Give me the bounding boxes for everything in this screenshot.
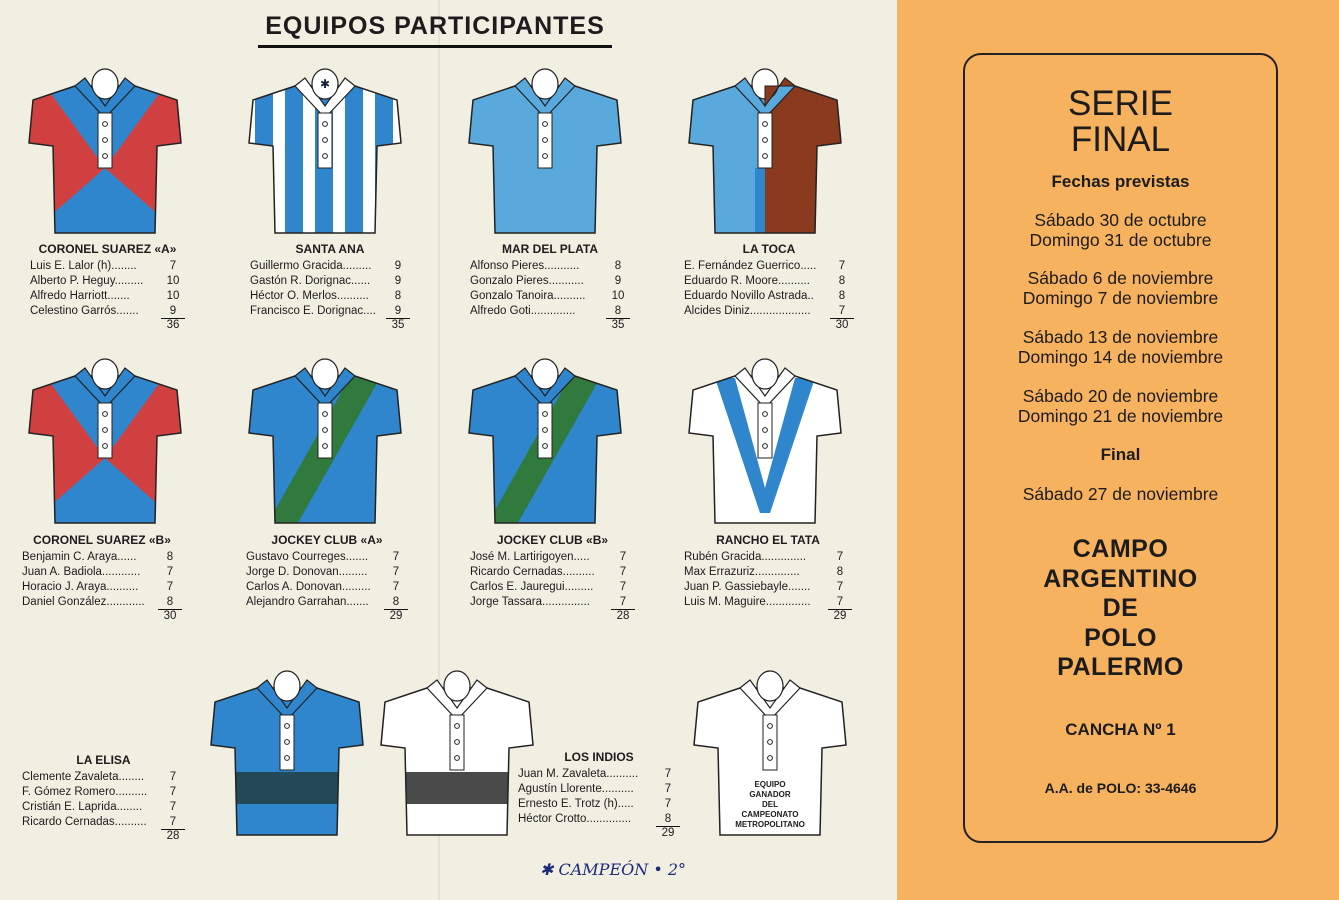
player-row (30, 259, 185, 274)
player-row (518, 782, 680, 797)
date-4a: Sábado 20 de noviembre (1022, 386, 1219, 406)
player-handicap: 8 (166, 551, 174, 563)
final-label: Final (1100, 445, 1141, 464)
team-name: JOCKEY CLUB «A» (271, 533, 383, 547)
player-name: Gastón R. Dorignac...... (250, 275, 371, 287)
serie-title-line1: SERIE (1067, 84, 1174, 123)
team-total-row (250, 319, 410, 331)
venue-line2: ARGENTINO (1043, 565, 1198, 593)
team-name: SANTA ANA (295, 242, 365, 256)
phone-number: A.A. de POLO: 33-4646 (1044, 780, 1197, 796)
player-name: Juan P. Gassiebayle....... (684, 581, 811, 593)
player-name: Cristián E. Laprida........ (22, 801, 143, 813)
player-handicap: 8 (614, 260, 622, 272)
team-name: LA ELISA (76, 753, 131, 767)
player-handicap: 7 (828, 595, 852, 610)
team-total: 35 (611, 319, 625, 331)
team-total-row (246, 610, 408, 622)
team-name: LA TOCA (742, 242, 796, 256)
roster-rancho-el-tata (684, 533, 852, 622)
team-name: CORONEL SUAREZ «A» (38, 242, 177, 256)
player-handicap: 8 (656, 812, 680, 827)
team-total-row (22, 610, 182, 622)
team-total: 29 (661, 827, 675, 839)
player-row (684, 580, 852, 595)
roster-coronel-suarez-a (30, 242, 185, 331)
team-name: JOCKEY CLUB «B» (496, 533, 609, 547)
player-row (250, 304, 410, 319)
team-name: CORONEL SUAREZ «B» (33, 533, 171, 547)
team-total: 28 (616, 610, 630, 622)
player-name: Ricardo Cernadas.......... (22, 816, 147, 828)
player-handicap: 7 (392, 566, 400, 578)
player-row (246, 595, 408, 610)
player-handicap: 7 (166, 566, 174, 578)
venue-line4: POLO (1084, 624, 1157, 652)
date-4b: Domingo 21 de noviembre (1017, 406, 1224, 426)
date-3a: Sábado 13 de noviembre (1022, 327, 1219, 347)
svg-text:✱: ✱ (319, 77, 331, 91)
player-handicap: 8 (158, 595, 182, 610)
player-row (470, 565, 635, 580)
player-row (22, 580, 182, 595)
team-total-row (22, 830, 185, 842)
player-row (22, 800, 185, 815)
player-row (246, 550, 408, 565)
final-date: Sábado 27 de noviembre (1022, 484, 1219, 504)
venue-line3: DE (1102, 594, 1139, 622)
jersey-rancho-el-tata (685, 348, 845, 533)
player-handicap: 8 (838, 290, 846, 302)
jersey-coronel-suarez-a (25, 58, 185, 243)
player-row (30, 304, 185, 319)
player-handicap: 8 (606, 304, 630, 319)
player-handicap: 7 (619, 551, 627, 563)
player-name: Alfredo Goti.............. (470, 305, 576, 317)
player-row (518, 767, 680, 782)
player-name: Carlos E. Jauregui......... (470, 581, 594, 593)
player-row (22, 595, 182, 610)
player-row (30, 274, 185, 289)
team-total: 35 (391, 319, 405, 331)
player-handicap: 7 (664, 783, 672, 795)
team-name: RANCHO EL TATA (716, 533, 820, 547)
team-total-row (470, 610, 635, 622)
player-row (470, 595, 635, 610)
player-name: Eduardo Novillo Astrada.. (684, 290, 814, 302)
player-handicap: 7 (392, 581, 400, 593)
player-row (250, 259, 410, 274)
jersey-jockey-club-b (465, 348, 625, 533)
player-handicap: 10 (166, 290, 180, 302)
player-handicap: 7 (169, 771, 177, 783)
player-row (470, 580, 635, 595)
player-name: Guillermo Gracida......... (250, 260, 372, 272)
player-row (246, 565, 408, 580)
player-row (684, 565, 852, 580)
player-row (22, 565, 182, 580)
player-name: Eduardo R. Moore.......... (684, 275, 810, 287)
player-name: Ricardo Cernadas.......... (470, 566, 595, 578)
player-handicap: 7 (161, 815, 185, 830)
player-row (684, 274, 854, 289)
player-name: Luis M. Maguire.............. (684, 596, 811, 608)
venue-line1: CAMPO (1072, 535, 1169, 563)
fechas-label: Fechas previstas (1051, 172, 1190, 191)
player-handicap: 9 (394, 275, 402, 287)
roster-jockey-club-a (246, 533, 408, 622)
player-handicap: 7 (169, 786, 177, 798)
team-total-row (684, 319, 854, 331)
roster-coronel-suarez-b (22, 533, 182, 622)
player-name: Clemente Zavaleta........ (22, 771, 145, 783)
roster-mar-del-plata (470, 242, 630, 331)
player-name: Gonzalo Pieres........... (470, 275, 584, 287)
player-name: Héctor Crotto.............. (518, 813, 632, 825)
player-handicap: 8 (838, 275, 846, 287)
player-handicap: 8 (836, 566, 844, 578)
player-handicap: 7 (169, 801, 177, 813)
player-handicap: 9 (161, 304, 185, 319)
player-handicap: 7 (619, 581, 627, 593)
player-handicap: 9 (394, 260, 402, 272)
player-name: Alfredo Harriott....... (30, 290, 130, 302)
team-total-row (30, 319, 185, 331)
jersey-jockey-club-a (245, 348, 405, 533)
player-row (684, 550, 852, 565)
player-name: Celestino Garrós....... (30, 305, 139, 317)
team-total-row (470, 319, 630, 331)
jersey-mar-del-plata (465, 58, 625, 243)
roster-los-indios (518, 750, 680, 839)
player-name: Alcides Diniz................... (684, 305, 811, 317)
player-name: Jorge D. Donovan......... (246, 566, 368, 578)
team-total: 29 (389, 610, 403, 622)
player-name: Jorge Tassara............... (470, 596, 590, 608)
roster-la-elisa (22, 753, 185, 842)
player-handicap: 8 (394, 290, 402, 302)
team-total: 29 (833, 610, 847, 622)
jersey-la-toca (685, 58, 845, 243)
team-total-row (684, 610, 852, 622)
player-name: Ernesto E. Trotz (h)..... (518, 798, 634, 810)
player-handicap: 7 (169, 260, 177, 272)
player-row (30, 289, 185, 304)
page-title: EQUIPOS PARTICIPANTES (258, 12, 612, 48)
handwritten-note: ✱ CAMPEÓN • 2° (540, 860, 687, 879)
player-name: E. Fernández Guerrico..... (684, 260, 817, 272)
player-name: Juan A. Badiola............ (22, 566, 141, 578)
player-row (518, 812, 680, 827)
date-1b: Domingo 31 de octubre (1029, 230, 1212, 250)
player-name: José M. Lartirigoyen..... (470, 551, 590, 563)
player-name: Alberto P. Heguy......... (30, 275, 144, 287)
team-total: 28 (166, 830, 180, 842)
jersey-coronel-suarez-b (25, 348, 185, 533)
player-handicap: 7 (619, 566, 627, 578)
player-row (250, 274, 410, 289)
cancha-label: CANCHA Nº 1 (1065, 720, 1176, 739)
player-handicap: 7 (611, 595, 635, 610)
player-row (684, 595, 852, 610)
player-handicap: 7 (838, 260, 846, 272)
date-3b: Domingo 14 de noviembre (1017, 347, 1224, 367)
player-row (22, 770, 185, 785)
player-row (470, 259, 630, 274)
player-handicap: 7 (830, 304, 854, 319)
player-handicap: 10 (611, 290, 625, 302)
team-name: MAR DEL PLATA (502, 242, 598, 256)
player-handicap: 10 (166, 275, 180, 287)
player-row (470, 304, 630, 319)
player-handicap: 7 (392, 551, 400, 563)
date-1a: Sábado 30 de octubre (1034, 210, 1207, 230)
player-row (684, 304, 854, 319)
roster-santa-ana (250, 242, 410, 331)
roster-la-toca (684, 242, 854, 331)
player-name: Carlos A. Donovan......... (246, 581, 371, 593)
player-name: Max Errazuriz.............. (684, 566, 800, 578)
player-handicap: 7 (836, 551, 844, 563)
jersey-los-indios (377, 660, 537, 845)
player-handicap: 8 (384, 595, 408, 610)
roster-jockey-club-b (470, 533, 635, 622)
player-name: Alfonso Pieres........... (470, 260, 580, 272)
date-2a: Sábado 6 de noviembre (1027, 268, 1214, 288)
player-row (22, 550, 182, 565)
player-row (470, 550, 635, 565)
player-handicap: 7 (836, 581, 844, 593)
player-name: Benjamin C. Araya...... (22, 551, 137, 563)
player-name: Héctor O. Merlos.......... (250, 290, 369, 302)
jersey-santa-ana (245, 58, 405, 243)
team-total-row (518, 827, 680, 839)
serie-title-line2: FINAL (1070, 120, 1171, 159)
date-2b: Domingo 7 de noviembre (1022, 288, 1219, 308)
player-row (470, 289, 630, 304)
player-name: Daniel González............ (22, 596, 145, 608)
player-name: Horacio J. Araya.......... (22, 581, 139, 593)
winner-jersey-text: EQUIPO GANADOR DEL CAMPEONATO METROPOLITANO (735, 780, 805, 829)
team-total: 36 (166, 319, 180, 331)
player-name: Gonzalo Tanoira.......... (470, 290, 586, 302)
player-name: Francisco E. Dorignac.... (250, 305, 376, 317)
player-handicap: 9 (614, 275, 622, 287)
player-row (22, 815, 185, 830)
player-name: Gustavo Courreges....... (246, 551, 369, 563)
jersey-la-elisa (207, 660, 367, 845)
player-name: Agustín Llorente.......... (518, 783, 634, 795)
team-total: 30 (835, 319, 849, 331)
player-name: Juan M. Zavaleta.......... (518, 768, 639, 780)
player-row (518, 797, 680, 812)
player-name: Luis E. Lalor (h)........ (30, 260, 137, 272)
player-row (246, 580, 408, 595)
player-row (470, 274, 630, 289)
player-handicap: 7 (664, 768, 672, 780)
player-handicap: 7 (664, 798, 672, 810)
player-row (684, 289, 854, 304)
player-handicap: 7 (166, 581, 174, 593)
player-name: F. Gómez Romero.......... (22, 786, 148, 798)
player-row (684, 259, 854, 274)
venue-line5: PALERMO (1057, 653, 1184, 681)
team-name: LOS INDIOS (564, 750, 634, 764)
player-handicap: 9 (386, 304, 410, 319)
player-row (250, 289, 410, 304)
player-name: Alejandro Garrahan....... (246, 596, 369, 608)
player-name: Rubén Gracida.............. (684, 551, 807, 563)
team-total: 30 (163, 610, 177, 622)
player-row (22, 785, 185, 800)
